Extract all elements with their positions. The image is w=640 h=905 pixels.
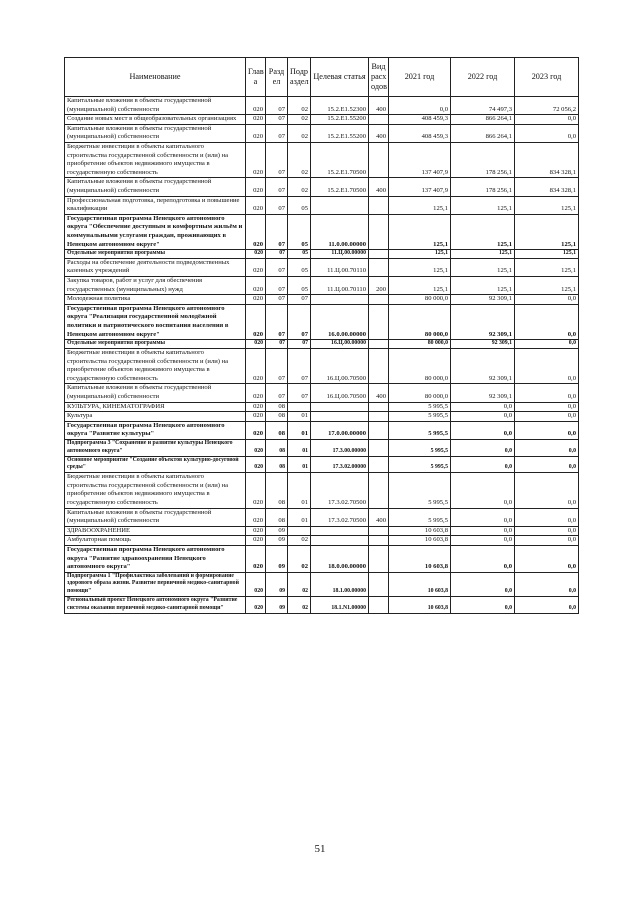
cell-2023: 0,0 [515, 597, 579, 614]
cell-target [311, 196, 369, 214]
cell-target: 18.1.N1.00000 [311, 597, 369, 614]
cell-target: 18.1.00.00000 [311, 572, 369, 596]
cell-name: Закупка товаров, работ и услуг для обеспечения государственных (муниципальных) нужд [65, 277, 246, 295]
cell-name: Капитальные вложения в объекты государственной (муниципальной) собственности [65, 97, 246, 115]
table-row [65, 402, 579, 412]
cell-target: 17.3.02.00000 [311, 456, 369, 473]
table-row [65, 384, 579, 402]
cell-section: 07 [266, 214, 288, 249]
cell-type [369, 456, 389, 473]
cell-name: Профессиональная подготовка, переподготовка и повышение квалификации [65, 196, 246, 214]
table-row [65, 178, 579, 196]
cell-target: 18.0.00.00000 [311, 545, 369, 572]
cell-name: Молодежная политика [65, 295, 246, 305]
cell-section: 09 [266, 536, 288, 546]
cell-2023: 834 328,1 [515, 142, 579, 177]
cell-name: Капитальные вложения в объекты государственной (муниципальной) собственности [65, 384, 246, 402]
cell-name: Бюджетные инвестиции в объекты капитального строительства государственной собственности и (или) на приобретение объектов недвижимого имущества в государственную собственность [65, 142, 246, 177]
cell-section: 07 [266, 384, 288, 402]
cell-chapter: 020 [246, 214, 266, 249]
cell-2021: 125,1 [389, 258, 451, 276]
cell-section: 08 [266, 402, 288, 412]
cell-subsection: 05 [288, 258, 311, 276]
cell-section: 07 [266, 304, 288, 339]
cell-2023: 0,0 [515, 536, 579, 546]
cell-target: 15.2.Е1.70500 [311, 142, 369, 177]
cell-2023: 125,1 [515, 214, 579, 249]
cell-type [369, 115, 389, 125]
cell-type [369, 473, 389, 508]
cell-2023: 0,0 [515, 340, 579, 349]
cell-section: 09 [266, 526, 288, 536]
cell-target [311, 295, 369, 305]
cell-chapter: 020 [246, 142, 266, 177]
cell-2023: 0,0 [515, 115, 579, 125]
cell-name: Амбулаторная помощь [65, 536, 246, 546]
cell-chapter: 020 [246, 536, 266, 546]
table-row [65, 597, 579, 614]
cell-2021: 10 603,8 [389, 536, 451, 546]
cell-subsection [288, 526, 311, 536]
cell-name: Отдельные мероприятия программы [65, 250, 246, 259]
cell-target: 17.3.00.00000 [311, 439, 369, 456]
cell-2021: 80 000,0 [389, 349, 451, 384]
cell-2023: 72 056,2 [515, 97, 579, 115]
cell-2023: 0,0 [515, 456, 579, 473]
cell-2022: 92 309,1 [451, 304, 515, 339]
cell-name: Государственная программа Ненецкого автономного округа "Обеспечение доступным и комфортным жильём и коммунальными услугами граждан, проживающих в Ненецком автономном округе" [65, 214, 246, 249]
table-row [65, 572, 579, 596]
col-header-2021: 2021 год [389, 58, 451, 97]
cell-name: Основное мероприятие "Создание объектов культурно-досуговой среды" [65, 456, 246, 473]
cell-name: КУЛЬТУРА, КИНЕМАТОГРАФИЯ [65, 402, 246, 412]
cell-subsection: 02 [288, 115, 311, 125]
cell-target: 17.0.00.00000 [311, 421, 369, 439]
cell-2023: 125,1 [515, 196, 579, 214]
cell-name: Государственная программа Ненецкого автономного округа "Развитие здравоохранения Ненецкого автономного округа" [65, 545, 246, 572]
cell-chapter: 020 [246, 545, 266, 572]
cell-chapter: 020 [246, 402, 266, 412]
cell-2021: 125,1 [389, 196, 451, 214]
table-row [65, 277, 579, 295]
cell-name: Расходы на обеспечение деятельности подведомственных казенных учреждений [65, 258, 246, 276]
table-row [65, 196, 579, 214]
cell-type: 400 [369, 97, 389, 115]
cell-subsection: 01 [288, 421, 311, 439]
cell-2021: 5 995,5 [389, 421, 451, 439]
cell-subsection: 01 [288, 456, 311, 473]
cell-target [311, 526, 369, 536]
cell-target: 15.2.Е1.70500 [311, 178, 369, 196]
cell-subsection: 02 [288, 97, 311, 115]
table-row [65, 349, 579, 384]
cell-2021: 80 000,0 [389, 304, 451, 339]
table-row [65, 526, 579, 536]
cell-chapter: 020 [246, 295, 266, 305]
cell-name: Капитальные вложения в объекты государственной (муниципальной) собственности [65, 508, 246, 526]
cell-name: Отдельные мероприятия программы [65, 340, 246, 349]
col-header-target: Целевая статья [311, 58, 369, 97]
cell-2022: 92 309,1 [451, 349, 515, 384]
cell-section: 09 [266, 597, 288, 614]
budget-table [64, 57, 579, 614]
cell-chapter: 020 [246, 384, 266, 402]
cell-2022: 125,1 [451, 214, 515, 249]
cell-type [369, 340, 389, 349]
cell-type [369, 402, 389, 412]
cell-2023: 0,0 [515, 402, 579, 412]
cell-target: 11.Ц.00.70110 [311, 258, 369, 276]
cell-section: 07 [266, 295, 288, 305]
table-row [65, 545, 579, 572]
cell-section: 08 [266, 439, 288, 456]
cell-name: ЗДРАВООХРАНЕНИЕ [65, 526, 246, 536]
cell-2023: 0,0 [515, 473, 579, 508]
cell-2021: 0,0 [389, 97, 451, 115]
cell-chapter: 020 [246, 124, 266, 142]
cell-name: Капитальные вложения в объекты государственной (муниципальной) собственности [65, 178, 246, 196]
cell-type [369, 304, 389, 339]
cell-2022: 866 264,1 [451, 124, 515, 142]
cell-chapter: 020 [246, 412, 266, 422]
cell-type [369, 142, 389, 177]
col-header-subsection: Подр аздел [288, 58, 311, 97]
cell-chapter: 020 [246, 508, 266, 526]
cell-chapter: 020 [246, 526, 266, 536]
table-row [65, 97, 579, 115]
cell-name: Государственная программа Ненецкого автономного округа "Развитие культуры" [65, 421, 246, 439]
cell-subsection: 05 [288, 214, 311, 249]
cell-subsection: 07 [288, 384, 311, 402]
cell-2023: 0,0 [515, 545, 579, 572]
cell-target: 16.Ц.00.70500 [311, 384, 369, 402]
table-row [65, 115, 579, 125]
table-row [65, 258, 579, 276]
cell-2022: 0,0 [451, 456, 515, 473]
cell-2023: 0,0 [515, 439, 579, 456]
cell-2021: 137 407,9 [389, 178, 451, 196]
cell-type [369, 421, 389, 439]
table-row [65, 439, 579, 456]
cell-2022: 0,0 [451, 597, 515, 614]
cell-2021: 5 995,5 [389, 439, 451, 456]
cell-subsection: 07 [288, 295, 311, 305]
table-row [65, 124, 579, 142]
cell-2022: 92 309,1 [451, 340, 515, 349]
cell-2023: 0,0 [515, 526, 579, 536]
cell-2022: 0,0 [451, 545, 515, 572]
cell-target: 16.Ц.00.00000 [311, 340, 369, 349]
cell-2022: 0,0 [451, 536, 515, 546]
cell-chapter: 020 [246, 97, 266, 115]
cell-2022: 866 264,1 [451, 115, 515, 125]
cell-section: 07 [266, 142, 288, 177]
table-row [65, 508, 579, 526]
cell-chapter: 020 [246, 456, 266, 473]
cell-name: Подпрограмма 3 "Сохранение и развитие культуры Ненецкого автономного округа" [65, 439, 246, 456]
table-row [65, 456, 579, 473]
cell-2021: 125,1 [389, 277, 451, 295]
table-row [65, 142, 579, 177]
cell-target: 16.0.00.00000 [311, 304, 369, 339]
cell-subsection: 02 [288, 597, 311, 614]
cell-type [369, 258, 389, 276]
cell-2021: 408 459,3 [389, 115, 451, 125]
table-row [65, 536, 579, 546]
cell-chapter: 020 [246, 196, 266, 214]
cell-2021: 5 995,5 [389, 456, 451, 473]
cell-2023: 0,0 [515, 349, 579, 384]
cell-chapter: 020 [246, 340, 266, 349]
cell-subsection: 02 [288, 142, 311, 177]
cell-type: 400 [369, 508, 389, 526]
cell-chapter: 020 [246, 277, 266, 295]
cell-chapter: 020 [246, 349, 266, 384]
cell-type [369, 196, 389, 214]
cell-section: 08 [266, 456, 288, 473]
cell-type [369, 214, 389, 249]
cell-chapter: 020 [246, 178, 266, 196]
cell-2023: 0,0 [515, 384, 579, 402]
cell-type: 400 [369, 178, 389, 196]
cell-2022: 0,0 [451, 439, 515, 456]
cell-2022: 125,1 [451, 277, 515, 295]
cell-2021: 10 603,8 [389, 526, 451, 536]
cell-2022: 0,0 [451, 421, 515, 439]
cell-subsection: 01 [288, 439, 311, 456]
cell-type [369, 250, 389, 259]
cell-2021: 10 603,8 [389, 597, 451, 614]
cell-2021: 5 995,5 [389, 402, 451, 412]
cell-2022: 0,0 [451, 508, 515, 526]
table-row [65, 250, 579, 259]
col-header-type: Вид расх одов [369, 58, 389, 97]
cell-name: Государственная программа Ненецкого автономного округа "Реализация государственной молодёжной политики и патриотического воспитания населения в Ненецком автономном округе" [65, 304, 246, 339]
cell-2022: 74 497,3 [451, 97, 515, 115]
cell-target [311, 402, 369, 412]
cell-type [369, 526, 389, 536]
cell-2021: 10 603,8 [389, 545, 451, 572]
table-header-row [65, 58, 579, 97]
cell-chapter: 020 [246, 258, 266, 276]
cell-target: 15.2.Е1.52300 [311, 97, 369, 115]
col-header-2022: 2022 год [451, 58, 515, 97]
cell-chapter: 020 [246, 572, 266, 596]
cell-2022: 125,1 [451, 250, 515, 259]
table-row [65, 473, 579, 508]
cell-2022: 125,1 [451, 258, 515, 276]
cell-2021: 80 000,0 [389, 384, 451, 402]
page-number: 51 [314, 843, 326, 855]
cell-name: Региональный проект Ненецкого автономного округа "Развитие системы оказания первичной медико-санитарной помощи" [65, 597, 246, 614]
cell-subsection: 07 [288, 349, 311, 384]
cell-type [369, 572, 389, 596]
cell-2023: 0,0 [515, 295, 579, 305]
cell-subsection: 02 [288, 536, 311, 546]
cell-target: 11.Ц.00.70110 [311, 277, 369, 295]
cell-2023: 0,0 [515, 124, 579, 142]
cell-name: Капитальные вложения в объекты государственной (муниципальной) собственности [65, 124, 246, 142]
cell-section: 07 [266, 115, 288, 125]
table-row [65, 214, 579, 249]
cell-subsection: 02 [288, 178, 311, 196]
cell-target [311, 412, 369, 422]
cell-section: 07 [266, 178, 288, 196]
cell-subsection: 02 [288, 124, 311, 142]
cell-subsection: 01 [288, 473, 311, 508]
cell-2022: 0,0 [451, 526, 515, 536]
col-header-section: Разд ел [266, 58, 288, 97]
cell-2021: 137 407,9 [389, 142, 451, 177]
cell-2023: 125,1 [515, 250, 579, 259]
cell-type [369, 295, 389, 305]
cell-2023: 0,0 [515, 421, 579, 439]
cell-chapter: 020 [246, 250, 266, 259]
cell-section: 07 [266, 196, 288, 214]
cell-target: 15.2.Е1.55200 [311, 115, 369, 125]
table-row [65, 304, 579, 339]
cell-2021: 408 459,3 [389, 124, 451, 142]
cell-2021: 5 995,5 [389, 508, 451, 526]
cell-section: 07 [266, 258, 288, 276]
cell-subsection: 02 [288, 545, 311, 572]
cell-2021: 125,1 [389, 250, 451, 259]
cell-2022: 0,0 [451, 473, 515, 508]
cell-2021: 80 000,0 [389, 340, 451, 349]
cell-2023: 0,0 [515, 412, 579, 422]
cell-target: 16.Ц.00.70500 [311, 349, 369, 384]
cell-name: Подпрограмма 1 "Профилактика заболеваний и формирование здорового образа жизни. Развитие первичной медико-санитарной помощи" [65, 572, 246, 596]
cell-section: 07 [266, 340, 288, 349]
cell-section: 07 [266, 277, 288, 295]
cell-name: Бюджетные инвестиции в объекты капитального строительства государственной собственности и (или) на приобретение объектов недвижимого имущества в государственную собственность [65, 473, 246, 508]
cell-section: 07 [266, 124, 288, 142]
cell-target: 11.Ц.00.00000 [311, 250, 369, 259]
cell-2022: 0,0 [451, 402, 515, 412]
cell-type: 400 [369, 124, 389, 142]
col-header-chapter: Глав а [246, 58, 266, 97]
cell-type: 200 [369, 277, 389, 295]
cell-chapter: 020 [246, 439, 266, 456]
table-body [65, 97, 579, 614]
cell-type [369, 439, 389, 456]
cell-2021: 10 603,8 [389, 572, 451, 596]
cell-2022: 0,0 [451, 572, 515, 596]
table-row [65, 295, 579, 305]
cell-target: 17.3.02.70500 [311, 508, 369, 526]
cell-target: 15.2.Е1.55200 [311, 124, 369, 142]
col-header-2023: 2023 год [515, 58, 579, 97]
cell-subsection [288, 402, 311, 412]
cell-2023: 125,1 [515, 258, 579, 276]
cell-type [369, 412, 389, 422]
cell-subsection: 07 [288, 340, 311, 349]
cell-2021: 5 995,5 [389, 473, 451, 508]
cell-2021: 125,1 [389, 214, 451, 249]
cell-subsection: 02 [288, 572, 311, 596]
cell-2022: 178 256,1 [451, 178, 515, 196]
cell-subsection: 01 [288, 412, 311, 422]
cell-name: Бюджетные инвестиции в объекты капитального строительства государственной собственности и (или) на приобретение объектов недвижимого имущества в государственную собственность [65, 349, 246, 384]
cell-subsection: 01 [288, 508, 311, 526]
cell-section: 08 [266, 508, 288, 526]
cell-2023: 834 328,1 [515, 178, 579, 196]
cell-chapter: 020 [246, 115, 266, 125]
cell-2021: 5 995,5 [389, 412, 451, 422]
cell-2022: 0,0 [451, 412, 515, 422]
cell-name: Создание новых мест в общеобразовательных организациях [65, 115, 246, 125]
cell-2023: 0,0 [515, 304, 579, 339]
cell-chapter: 020 [246, 473, 266, 508]
table-row [65, 340, 579, 349]
cell-subsection: 05 [288, 196, 311, 214]
cell-section: 07 [266, 97, 288, 115]
cell-section: 08 [266, 412, 288, 422]
cell-2022: 92 309,1 [451, 384, 515, 402]
cell-target: 17.3.02.70500 [311, 473, 369, 508]
table-row [65, 421, 579, 439]
cell-subsection: 07 [288, 304, 311, 339]
cell-subsection: 05 [288, 250, 311, 259]
cell-section: 07 [266, 250, 288, 259]
table-row [65, 412, 579, 422]
cell-2023: 0,0 [515, 508, 579, 526]
cell-section: 07 [266, 349, 288, 384]
cell-2022: 178 256,1 [451, 142, 515, 177]
col-header-name: Наименование [65, 58, 246, 97]
cell-type [369, 536, 389, 546]
cell-subsection: 05 [288, 277, 311, 295]
cell-section: 08 [266, 421, 288, 439]
cell-chapter: 020 [246, 304, 266, 339]
cell-2022: 92 309,1 [451, 295, 515, 305]
cell-2021: 80 000,0 [389, 295, 451, 305]
cell-target [311, 536, 369, 546]
cell-2023: 125,1 [515, 277, 579, 295]
cell-name: Культура [65, 412, 246, 422]
cell-target: 11.0.00.00000 [311, 214, 369, 249]
cell-type: 400 [369, 384, 389, 402]
cell-2022: 125,1 [451, 196, 515, 214]
cell-section: 09 [266, 545, 288, 572]
cell-type [369, 597, 389, 614]
cell-chapter: 020 [246, 597, 266, 614]
cell-type [369, 545, 389, 572]
cell-chapter: 020 [246, 421, 266, 439]
cell-section: 08 [266, 473, 288, 508]
cell-type [369, 349, 389, 384]
cell-section: 09 [266, 572, 288, 596]
cell-2023: 0,0 [515, 572, 579, 596]
